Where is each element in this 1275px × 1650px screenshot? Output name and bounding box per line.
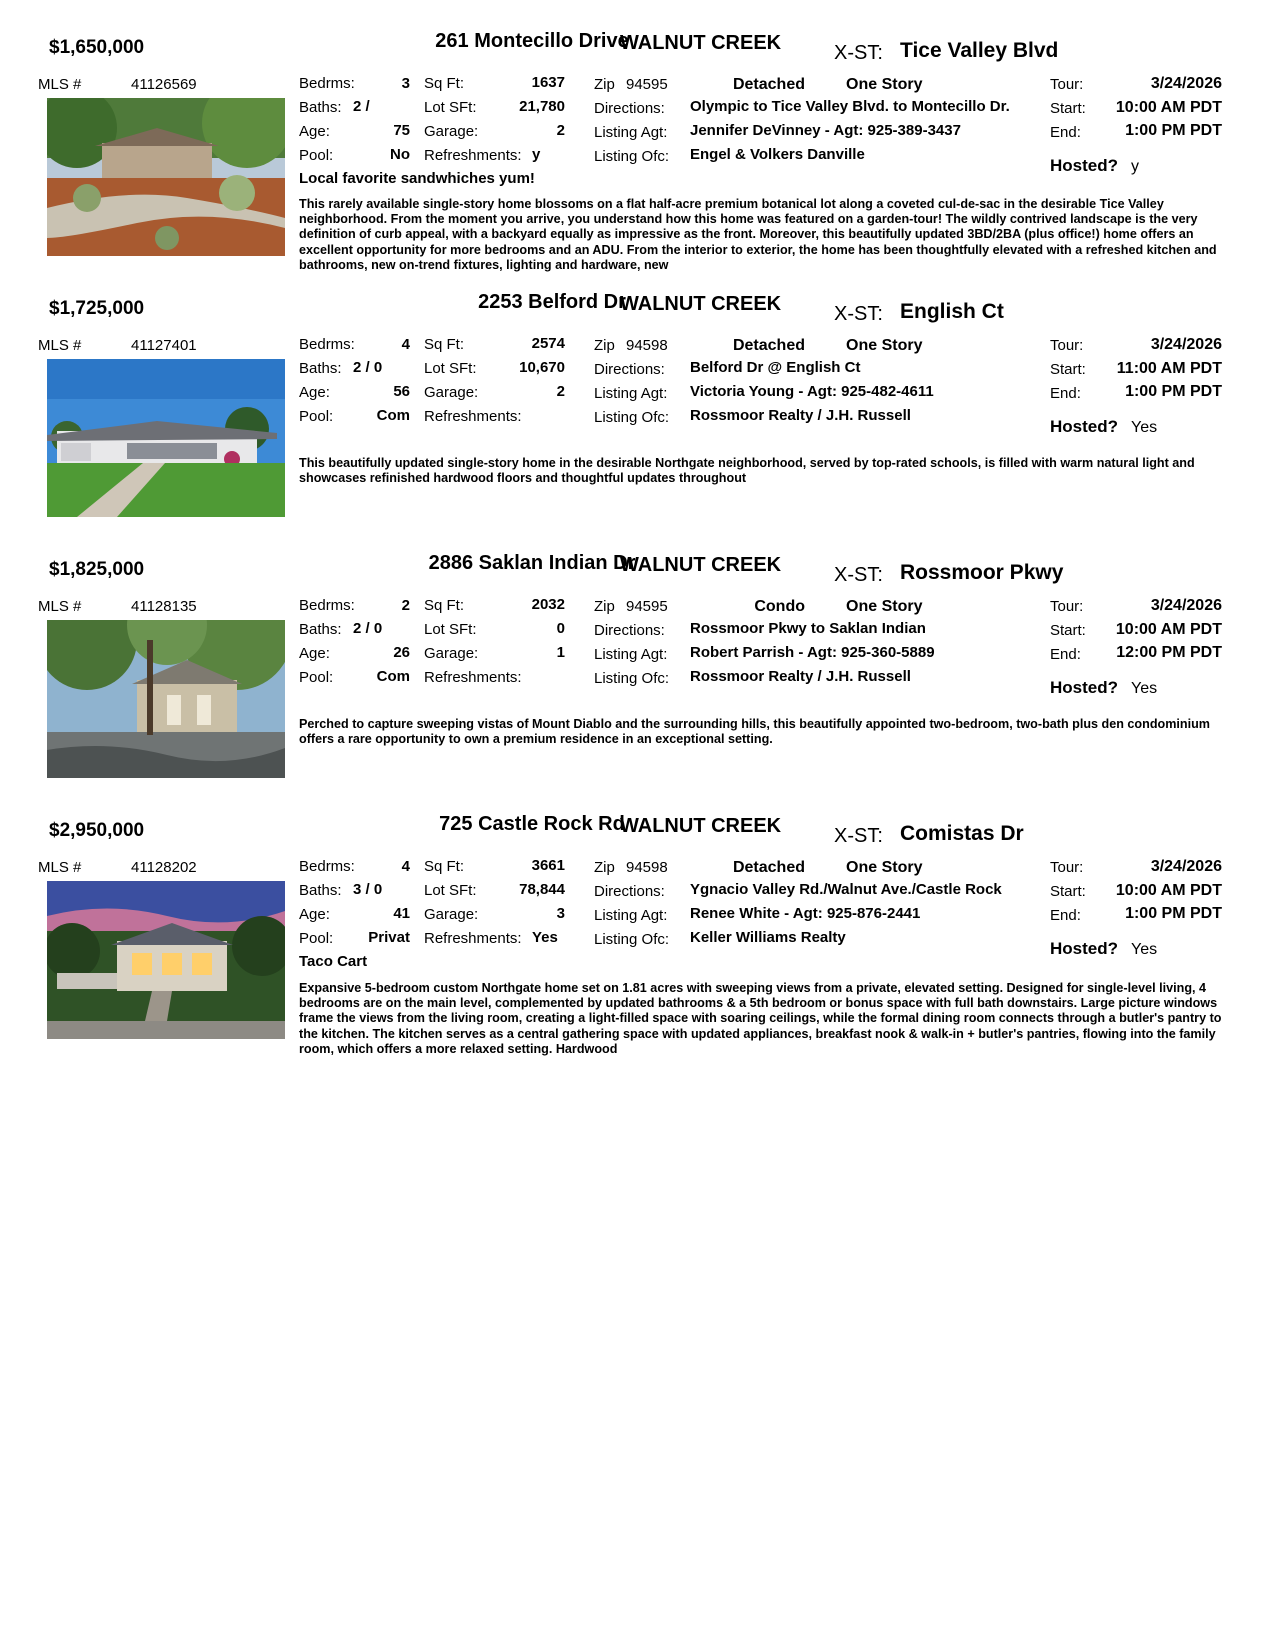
- directions-label: Directions:: [594, 100, 665, 117]
- sqft-value: 2032: [531, 596, 565, 613]
- zip-label: Zip: [594, 859, 615, 876]
- listing-photo[interactable]: [47, 359, 285, 517]
- age-label: Age:: [299, 123, 330, 140]
- baths-separator: /: [361, 620, 374, 637]
- pool-label: Pool:: [299, 669, 334, 686]
- cross-street-label: X-ST:: [834, 825, 883, 847]
- story-count: One Story: [846, 337, 923, 354]
- listing-agent-label: Listing Agt:: [594, 124, 668, 141]
- mls-label: MLS #: [38, 598, 82, 615]
- story-count: One Story: [846, 859, 923, 876]
- bedrooms-label: Bedrms:: [299, 597, 355, 614]
- ranch-house-photo: [47, 359, 285, 517]
- start-time: 10:00 AM PDT: [1115, 882, 1222, 899]
- baths-half: 0: [373, 881, 383, 898]
- mls-label: MLS #: [38, 337, 82, 354]
- bedrooms-value: 3: [401, 75, 410, 92]
- hosted-label: Hosted?: [1050, 156, 1118, 175]
- listing-agent-value: Robert Parrish - Agt: 925-360-5889: [690, 644, 935, 661]
- sqft-value: 2574: [531, 335, 565, 352]
- cross-street-value: Rossmoor Pkwy: [900, 561, 1064, 584]
- listing-office-label: Listing Ofc:: [594, 148, 670, 165]
- end-label: End:: [1050, 646, 1081, 663]
- cross-street-label: X-ST:: [834, 42, 883, 64]
- sqft-value: 3661: [531, 857, 565, 874]
- refreshments-value: y: [532, 146, 541, 163]
- end-time: 1:00 PM PDT: [1125, 905, 1222, 922]
- listing-agent-value: Victoria Young - Agt: 925-482-4611: [690, 383, 934, 400]
- directions-label: Directions:: [594, 883, 665, 900]
- listing-agent-value: Jennifer DeVinney - Agt: 925-389-3437: [690, 122, 961, 139]
- listing-office-value: Rossmoor Realty / J.H. Russell: [690, 668, 911, 685]
- age-value: 75: [393, 122, 410, 139]
- listing-agent-label: Listing Agt:: [594, 646, 668, 663]
- baths-half: 0: [373, 620, 383, 637]
- age-label: Age:: [299, 384, 330, 401]
- pool-value: No: [390, 146, 410, 163]
- listing-address: 2253 Belford Dr: [478, 291, 626, 313]
- baths-label: Baths:: [299, 99, 342, 116]
- lot-sqft-label: Lot SFt:: [424, 360, 477, 377]
- end-time: 1:00 PM PDT: [1125, 383, 1222, 400]
- pool-value: Com: [376, 668, 410, 685]
- listing-photo[interactable]: [47, 620, 285, 778]
- mls-number: 41126569: [131, 76, 197, 93]
- pool-value: Privat: [368, 929, 410, 946]
- mls-number: 41127401: [131, 337, 197, 354]
- pool-value: Com: [376, 407, 410, 424]
- pool-label: Pool:: [299, 930, 334, 947]
- hosted-value: Yes: [1131, 419, 1158, 436]
- garage-value: 2: [556, 122, 565, 139]
- listing-city: WALNUT CREEK: [620, 815, 782, 837]
- baths-full: 2: [353, 620, 362, 637]
- tour-label: Tour:: [1050, 598, 1084, 615]
- listing-agent-value: Renee White - Agt: 925-876-2441: [690, 905, 921, 922]
- age-label: Age:: [299, 645, 330, 662]
- cross-street-value: English Ct: [900, 300, 1004, 323]
- cross-street-label: X-ST:: [834, 303, 883, 325]
- refreshments-label: Refreshments:: [424, 408, 522, 425]
- listing-description: Expansive 5-bedroom custom Northgate home set on 1.81 acres with sweeping views from a private, elevated setting. Designed for single-level living, 4 bedrooms are on the main level, complemented by updated bathrooms & a 5th bedroom or bonus space with full bath downstairs. Large picture windows frame the views from the living room, creating a light-filled space with soaring ceilings, while the formal dining room connects through a butler's pantry to the kitchen. The kitchen serves as a central gathering space with updated appliances, breakfast nook & walk-in + butler's pantries, flowing into the family room, which offers a more relaxed setting. Hardwood: [299, 981, 1222, 1056]
- refreshments-value: Yes: [532, 929, 558, 946]
- baths-half: 0: [373, 359, 383, 376]
- start-label: Start:: [1050, 361, 1086, 378]
- listing-price: $1,825,000: [49, 559, 145, 580]
- condo-trees-photo: [47, 620, 285, 778]
- cross-street-value: Tice Valley Blvd: [900, 39, 1059, 62]
- baths-value: [353, 359, 382, 376]
- end-label: End:: [1050, 907, 1081, 924]
- baths-separator: /: [361, 359, 374, 376]
- zip-value: 94598: [626, 337, 668, 354]
- tour-date: 3/24/2026: [1150, 858, 1222, 875]
- sqft-label: Sq Ft:: [424, 75, 465, 92]
- end-label: End:: [1050, 385, 1081, 402]
- directions-value: Rossmoor Pkwy to Saklan Indian: [690, 620, 926, 637]
- start-time: 10:00 AM PDT: [1115, 621, 1222, 638]
- garage-label: Garage:: [424, 384, 479, 401]
- listing-photo[interactable]: [47, 881, 285, 1039]
- refreshments-label: Refreshments:: [424, 669, 522, 686]
- listing-description: Perched to capture sweeping vistas of Mount Diablo and the surrounding hills, this beautifully appointed two-bedroom, two-bath plus den condominium offers a rare opportunity to own a premium residence in an exceptional setting.: [299, 717, 1210, 747]
- directions-label: Directions:: [594, 622, 665, 639]
- listing-price: $1,725,000: [49, 298, 145, 319]
- garage-label: Garage:: [424, 906, 479, 923]
- garage-value: 2: [556, 383, 565, 400]
- start-time: 10:00 AM PDT: [1115, 99, 1222, 116]
- directions-value: Belford Dr @ English Ct: [690, 359, 861, 376]
- listing-office-value: Engel & Volkers Danville: [690, 146, 865, 163]
- lot-sqft-value: 0: [556, 620, 565, 637]
- start-label: Start:: [1050, 100, 1086, 117]
- mls-label: MLS #: [38, 76, 82, 93]
- story-count: One Story: [846, 598, 923, 615]
- listing-agent-label: Listing Agt:: [594, 385, 668, 402]
- tour-label: Tour:: [1050, 337, 1084, 354]
- lot-sqft-value: 10,670: [519, 359, 565, 376]
- hosted-label: Hosted?: [1050, 417, 1118, 436]
- zip-value: 94595: [626, 76, 668, 93]
- zip-label: Zip: [594, 337, 615, 354]
- garden-house-photo: [47, 98, 285, 256]
- listing-price: $2,950,000: [49, 820, 145, 841]
- tour-date: 3/24/2026: [1150, 336, 1222, 353]
- listing-note: Taco Cart: [299, 953, 368, 970]
- lot-sqft-label: Lot SFt:: [424, 621, 477, 638]
- refreshments-label: Refreshments:: [424, 930, 522, 947]
- sqft-value: 1637: [531, 74, 565, 91]
- garage-value: 1: [556, 644, 565, 661]
- listing-office-value: Keller Williams Realty: [690, 929, 846, 946]
- listing-description: This rarely available single-story home blossoms on a flat half-acre premium botanical lot along a coveted cul-de-sac in the desirable Tice Valley neighborhood. From the moment you arrive, you understand how this home was featured on a garden-tour! The wildly contrived landscape is the very definition of curb appeal, with a backyard equally as impressive as the front. Moreover, this beautifully updated 3BD/2BA (plus office!) home offers an excellent opportunity for more bedrooms and an ADU. From the interior to exterior, the home has been thoughtfully elevated with a refreshed kitchen and bathrooms, new on-trend fixtures, lighting and hardware, new: [299, 197, 1217, 272]
- tour-date: 3/24/2026: [1150, 597, 1222, 614]
- age-value: 26: [393, 644, 410, 661]
- bedrooms-value: 4: [401, 858, 410, 875]
- start-time: 11:00 AM PDT: [1116, 360, 1222, 377]
- start-label: Start:: [1050, 883, 1086, 900]
- refreshments-label: Refreshments:: [424, 147, 522, 164]
- listing-description: This beautifully updated single-story home in the desirable Northgate neighborhood, served by top-rated schools, is filled with warm natural light and showcases refinished hardwood floors and thoughtful updates throughout: [299, 456, 1195, 486]
- listing-city: WALNUT CREEK: [620, 554, 782, 576]
- listing-city: WALNUT CREEK: [620, 32, 782, 54]
- end-time: 12:00 PM PDT: [1116, 644, 1222, 661]
- story-count: One Story: [846, 76, 923, 93]
- baths-value: [353, 98, 370, 115]
- zip-value: 94598: [626, 859, 668, 876]
- listing-photo[interactable]: [47, 98, 285, 256]
- listing-office-value: Rossmoor Realty / J.H. Russell: [690, 407, 911, 424]
- listing-agent-label: Listing Agt:: [594, 907, 668, 924]
- garage-label: Garage:: [424, 123, 479, 140]
- zip-value: 94595: [626, 598, 668, 615]
- baths-label: Baths:: [299, 360, 342, 377]
- age-value: 56: [393, 383, 410, 400]
- garage-value: 3: [556, 905, 565, 922]
- baths-value: [353, 620, 382, 637]
- start-label: Start:: [1050, 622, 1086, 639]
- bedrooms-label: Bedrms:: [299, 336, 355, 353]
- property-type: Condo: [754, 598, 805, 615]
- listing-card-2: [0, 291, 1275, 536]
- listing-address: 725 Castle Rock Rd: [439, 813, 625, 835]
- zip-label: Zip: [594, 76, 615, 93]
- listing-office-label: Listing Ofc:: [594, 670, 670, 687]
- tour-date: 3/24/2026: [1150, 75, 1222, 92]
- listing-card-1: [0, 30, 1275, 275]
- listing-card-4: [0, 813, 1275, 1058]
- bedrooms-value: 2: [401, 597, 410, 614]
- tour-label: Tour:: [1050, 859, 1084, 876]
- listing-office-label: Listing Ofc:: [594, 409, 670, 426]
- garage-label: Garage:: [424, 645, 479, 662]
- lot-sqft-label: Lot SFt:: [424, 882, 477, 899]
- sqft-label: Sq Ft:: [424, 336, 465, 353]
- cross-street-label: X-ST:: [834, 564, 883, 586]
- hillside-house-dusk-photo: [47, 881, 285, 1039]
- mls-number: 41128135: [131, 598, 197, 615]
- baths-full: 2 /: [353, 98, 370, 115]
- bedrooms-value: 4: [401, 336, 410, 353]
- hosted-label: Hosted?: [1050, 678, 1118, 697]
- zip-label: Zip: [594, 598, 615, 615]
- listing-price: $1,650,000: [49, 37, 145, 58]
- age-label: Age:: [299, 906, 330, 923]
- property-type: Detached: [732, 859, 805, 876]
- tour-label: Tour:: [1050, 76, 1084, 93]
- directions-value: Olympic to Tice Valley Blvd. to Montecillo Dr.: [690, 98, 1010, 115]
- lot-sqft-value: 21,780: [519, 98, 565, 115]
- hosted-value: Yes: [1131, 680, 1158, 697]
- property-type: Detached: [732, 337, 805, 354]
- baths-full: 3: [353, 881, 362, 898]
- bedrooms-label: Bedrms:: [299, 858, 355, 875]
- directions-label: Directions:: [594, 361, 665, 378]
- baths-label: Baths:: [299, 621, 342, 638]
- cross-street-value: Comistas Dr: [900, 822, 1024, 845]
- pool-label: Pool:: [299, 147, 334, 164]
- end-label: End:: [1050, 124, 1081, 141]
- listing-address: 2886 Saklan Indian Dr: [428, 552, 636, 574]
- listing-city: WALNUT CREEK: [620, 293, 782, 315]
- directions-value: Ygnacio Valley Rd./Walnut Ave./Castle Rock: [690, 881, 1002, 898]
- property-type: Detached: [732, 76, 805, 93]
- pool-label: Pool:: [299, 408, 334, 425]
- hosted-value: Yes: [1131, 941, 1158, 958]
- hosted-label: Hosted?: [1050, 939, 1118, 958]
- baths-value: [353, 881, 382, 898]
- sqft-label: Sq Ft:: [424, 858, 465, 875]
- age-value: 41: [393, 905, 410, 922]
- bedrooms-label: Bedrms:: [299, 75, 355, 92]
- sqft-label: Sq Ft:: [424, 597, 465, 614]
- hosted-value: y: [1131, 158, 1139, 175]
- lot-sqft-value: 78,844: [519, 881, 565, 898]
- mls-number: 41128202: [131, 859, 197, 876]
- lot-sqft-label: Lot SFt:: [424, 99, 477, 116]
- baths-separator: /: [361, 881, 374, 898]
- end-time: 1:00 PM PDT: [1125, 122, 1222, 139]
- mls-label: MLS #: [38, 859, 82, 876]
- listing-address: 261 Montecillo Drive: [435, 30, 629, 52]
- baths-full: 2: [353, 359, 362, 376]
- baths-label: Baths:: [299, 882, 342, 899]
- listing-office-label: Listing Ofc:: [594, 931, 670, 948]
- listing-card-3: [0, 552, 1275, 797]
- listing-note: Local favorite sandwhiches yum!: [299, 170, 535, 187]
